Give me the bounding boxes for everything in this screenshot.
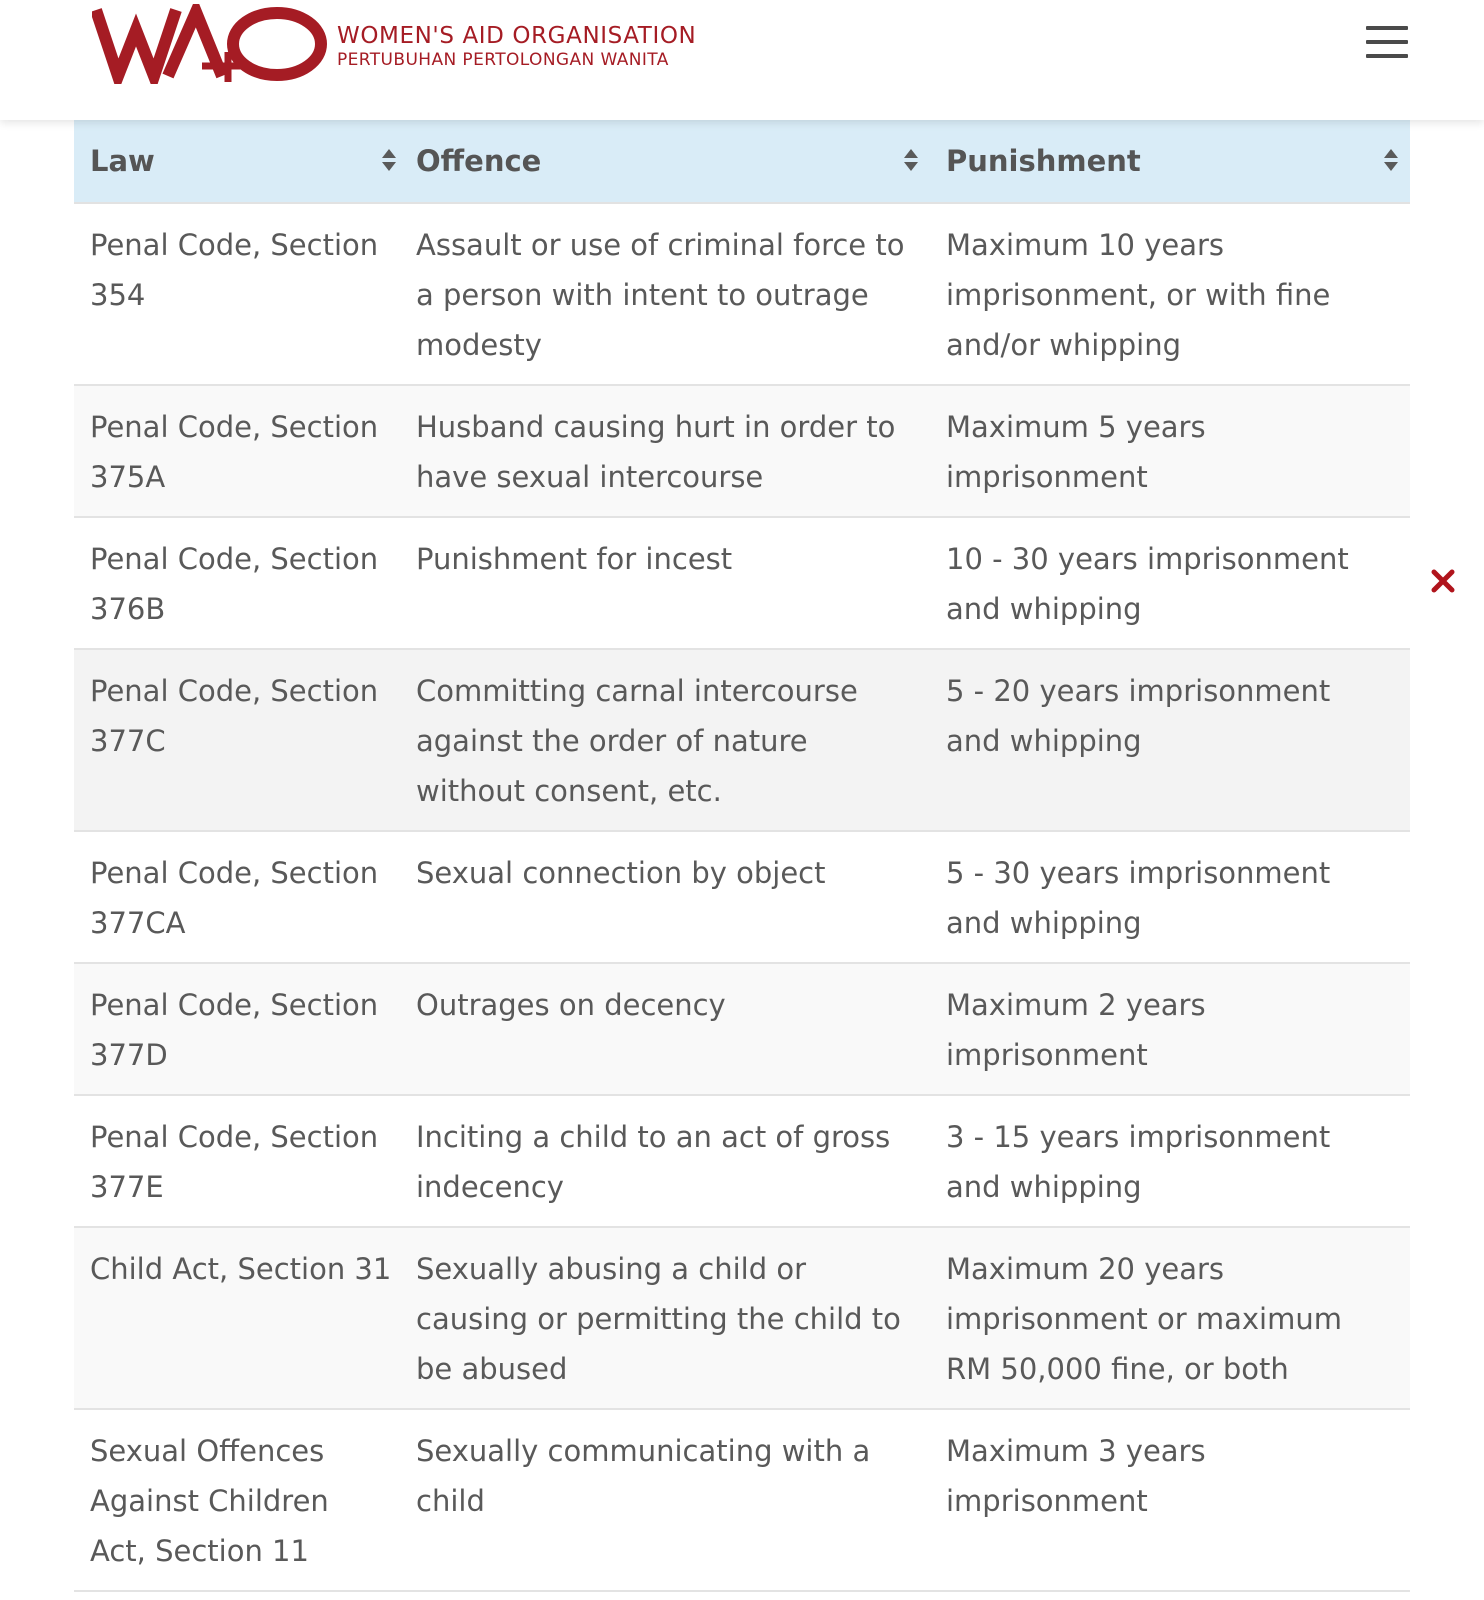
table-row	[74, 649, 1410, 831]
column-header-punishment[interactable]	[930, 120, 1410, 203]
offence-cell: Committing carnal intercourse against the order of nature without consent, etc.	[400, 649, 930, 831]
offence-cell: Inciting a child to an act of gross indecency	[400, 1095, 930, 1227]
sort-icon[interactable]	[902, 147, 920, 173]
law-cell: Penal Code, Section 377CA	[74, 831, 400, 963]
punishment-cell: 3 - 15 years imprisonment and whipping	[930, 1095, 1410, 1227]
law-cell: Penal Code, Section 377C	[74, 649, 400, 831]
wao-logo-icon	[92, 4, 327, 84]
offence-cell: Sexually communicating with a child	[400, 1409, 930, 1591]
sort-icon[interactable]	[380, 147, 398, 173]
table-row	[74, 385, 1410, 517]
menu-bar	[1366, 54, 1408, 58]
table-row	[74, 1409, 1410, 1591]
sort-icon[interactable]	[1382, 147, 1400, 173]
column-label: Punishment	[946, 144, 1141, 178]
logo-link[interactable]	[92, 4, 696, 84]
punishment-cell: Maximum 5 years imprisonment	[930, 385, 1410, 517]
law-cell: Penal Code, Section 376B	[74, 517, 400, 649]
column-label: Law	[90, 144, 155, 178]
punishment-cell: 10 - 30 years imprisonment and whipping	[930, 517, 1410, 649]
table-row	[74, 203, 1410, 385]
punishment-cell: Maximum 2 years imprisonment	[930, 963, 1410, 1095]
org-name: WOMEN'S AID ORGANISATION	[337, 23, 697, 49]
column-label: Offence	[416, 144, 542, 178]
column-header-offence[interactable]	[400, 120, 930, 203]
table-header-row	[74, 120, 1410, 203]
offence-cell: Husband causing hurt in order to have sexual intercourse	[400, 385, 930, 517]
law-cell: Child Act, Section 31	[74, 1227, 400, 1409]
table-row	[74, 517, 1410, 649]
column-header-law[interactable]	[74, 120, 400, 203]
offences-table-container	[74, 120, 1410, 1592]
site-header	[0, 0, 1484, 120]
table-row	[74, 963, 1410, 1095]
offence-cell: Sexually abusing a child or causing or permitting the child to be abused	[400, 1227, 930, 1409]
law-cell: Penal Code, Section 377D	[74, 963, 400, 1095]
punishment-cell: 5 - 20 years imprisonment and whipping	[930, 649, 1410, 831]
offence-cell: Punishment for incest	[400, 517, 930, 649]
law-cell: Penal Code, Section 354	[74, 203, 400, 385]
offence-cell: Sexual connection by object	[400, 831, 930, 963]
offence-cell: Assault or use of criminal force to a person with intent to outrage modesty	[400, 203, 930, 385]
table-row	[74, 1095, 1410, 1227]
punishment-cell: Maximum 3 years imprisonment	[930, 1409, 1410, 1591]
law-cell: Penal Code, Section 377E	[74, 1095, 400, 1227]
menu-bar	[1366, 40, 1408, 44]
table-row	[74, 1227, 1410, 1409]
table-row	[74, 831, 1410, 963]
offences-table	[74, 120, 1410, 1592]
punishment-cell: Maximum 10 years imprisonment, or with fine and/or whipping	[930, 203, 1410, 385]
law-cell: Penal Code, Section 375A	[74, 385, 400, 517]
law-cell: Sexual Offences Against Children Act, Section 11	[74, 1409, 400, 1591]
close-icon[interactable]	[1430, 568, 1456, 594]
org-name-malay: PERTUBUHAN PERTOLONGAN WANITA	[337, 50, 669, 70]
offence-cell: Outrages on decency	[400, 963, 930, 1095]
punishment-cell: 5 - 30 years imprisonment and whipping	[930, 831, 1410, 963]
hamburger-menu-icon[interactable]	[1362, 22, 1408, 62]
punishment-cell: Maximum 20 years imprisonment or maximum RM 50,000 fine, or both	[930, 1227, 1410, 1409]
menu-bar	[1366, 26, 1408, 30]
logo-text	[337, 22, 696, 70]
